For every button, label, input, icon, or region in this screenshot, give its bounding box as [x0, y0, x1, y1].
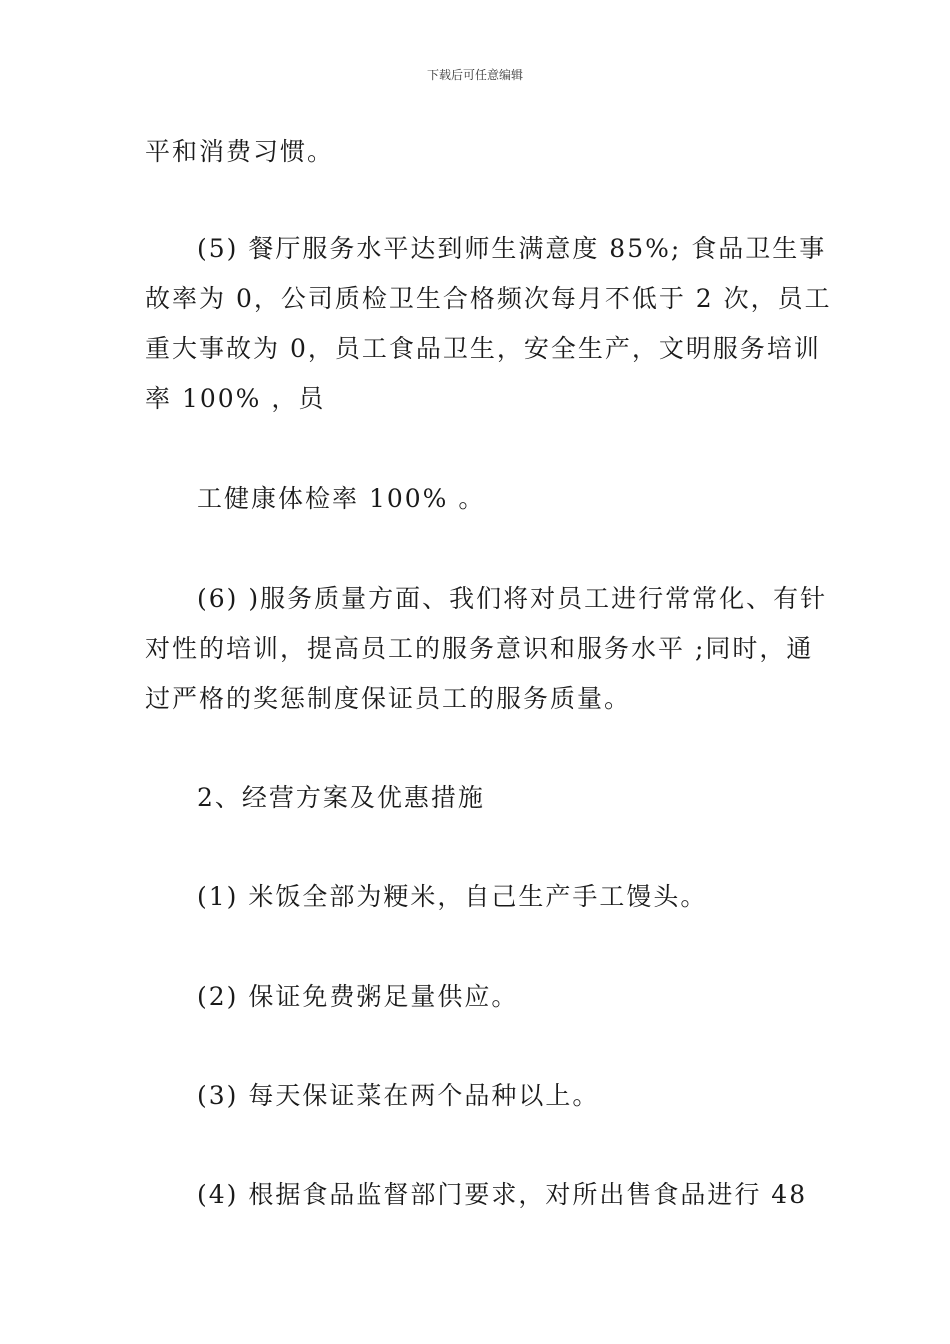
text-line: (5) 餐厅服务水平达到师生满意度 85%; 食品卫生事 — [197, 234, 827, 263]
text-line: 对性的培训，提高员工的服务意识和服务水平 ;同时，通 — [145, 634, 814, 663]
text-line: 故率为 0，公司质检卫生合格频次每月不低于 2 次，员工 — [145, 284, 832, 313]
list-item: (2) 保证免费粥足量供应。 — [197, 982, 519, 1011]
text-line: 过严格的奖惩制度保证员工的服务质量。 — [145, 684, 632, 713]
list-item: (4) 根据食品监督部门要求，对所出售食品进行 48 — [197, 1180, 808, 1209]
page-header: 下载后可任意编辑 — [426, 68, 523, 82]
text-line: 平和消费习惯。 — [145, 137, 335, 166]
text-line: 重大事故为 0，员工食品卫生，安全生产，文明服务培训 — [145, 334, 821, 363]
text-line: 率 100% ，员 — [145, 384, 326, 413]
section-heading: 2、经营方案及优惠措施 — [197, 783, 485, 812]
list-item: (3) 每天保证菜在两个品种以上。 — [197, 1081, 600, 1110]
text-line: 工健康体检率 100% 。 — [197, 484, 486, 513]
text-line: (6) )服务质量方面、我们将对员工进行常常化、有针 — [197, 584, 828, 613]
list-item: (1) 米饭全部为粳米，自己生产手工馒头。 — [197, 882, 708, 911]
